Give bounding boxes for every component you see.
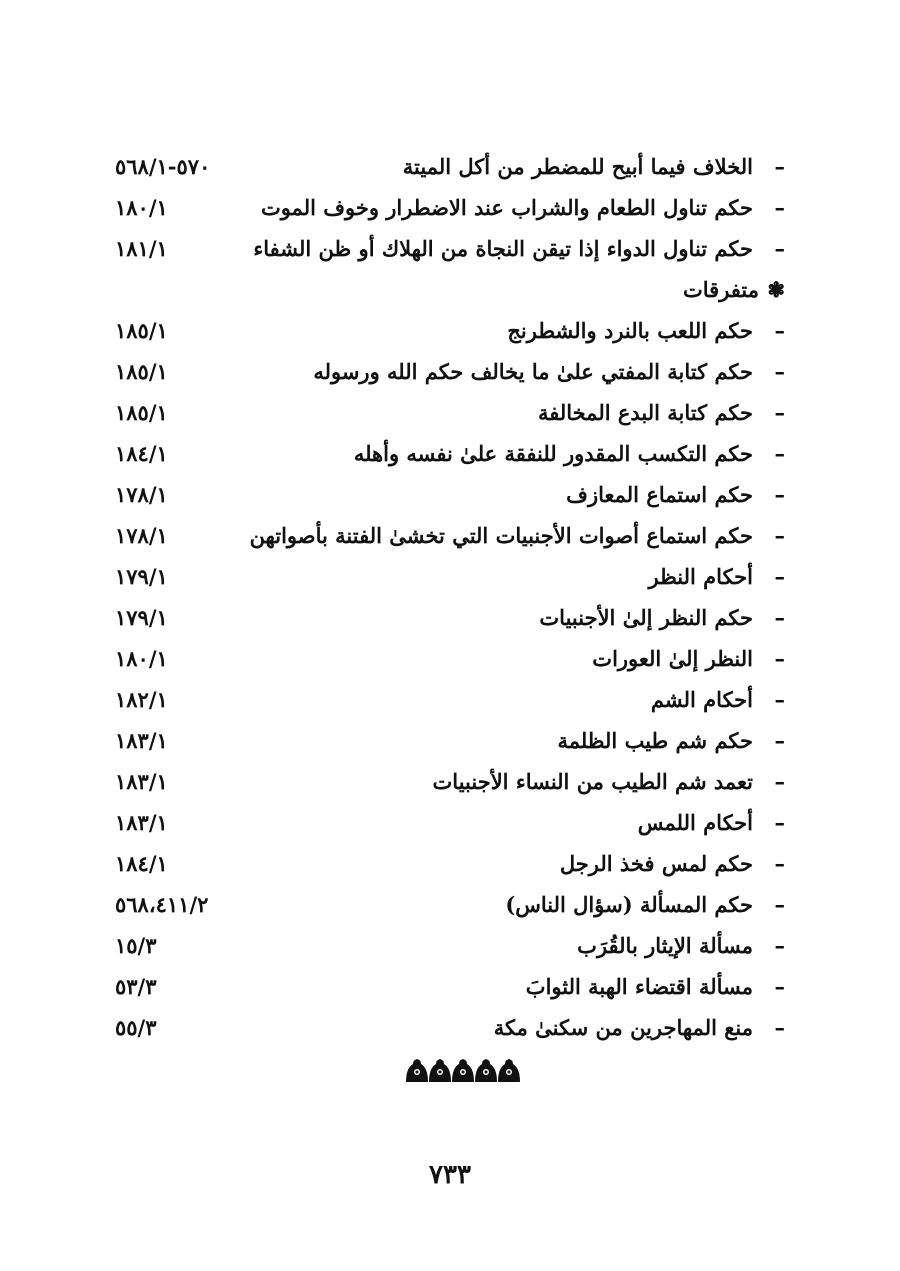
entry-title: النظر إلىٰ العورات (592, 646, 753, 671)
entry-reference: ١٧٩/١ (115, 564, 168, 589)
entry-title: تعمد شم الطيب من النساء الأجنبيات (432, 769, 753, 794)
entry-title: الخلاف فيما أبيح للمضطر من أكل الميتة (402, 154, 753, 179)
entry-reference: ١٧٩/١ (115, 605, 168, 630)
index-entry (115, 597, 785, 638)
index-entry (115, 474, 785, 515)
entry-title: حكم التكسب المقدور للنفقة علىٰ نفسه وأهله (353, 441, 753, 466)
dash-bullet: – (774, 400, 785, 425)
entry-reference: ١٨٣/١ (115, 728, 168, 753)
index-entry (115, 802, 785, 843)
index-entry (115, 556, 785, 597)
entry-reference: ١٧٨/١ (115, 482, 168, 507)
entry-title: حكم شم طيب الظلمة (557, 728, 753, 753)
index-entry (115, 310, 785, 351)
entry-title: مسألة اقتضاء الهبة الثوابَ (525, 974, 753, 999)
entry-title: حكم كتابة المفتي علىٰ ما يخالف حكم الله ورسوله (313, 359, 753, 384)
index-entry (115, 638, 785, 679)
dash-bullet: – (774, 974, 785, 999)
entry-reference: ١٧٨/١ (115, 523, 168, 548)
entry-title: أحكام اللمس (637, 810, 753, 835)
entry-reference: ١٨٠/١ (115, 646, 168, 671)
entry-reference: ١٨٥/١ (115, 400, 168, 425)
entry-reference: ١٨٥/١ (115, 359, 168, 384)
section-heading-text: متفرقات (682, 277, 759, 302)
entry-title: حكم كتابة البدع المخالفة (537, 400, 753, 425)
dash-bullet: – (774, 605, 785, 630)
index-entry (115, 515, 785, 556)
index-entry (115, 679, 785, 720)
dash-bullet: – (774, 482, 785, 507)
entry-title: منع المهاجرين من سكنىٰ مكة (493, 1015, 753, 1040)
index-entry (115, 884, 785, 925)
entry-title: حكم النظر إلىٰ الأجنبيات (539, 605, 753, 630)
entry-reference: ٥٦٨،٤١١/٢ (115, 892, 209, 917)
entry-title: حكم تناول الطعام والشراب عند الاضطرار وخوف الموت (260, 195, 753, 220)
entry-reference: ١٨٤/١ (115, 851, 168, 876)
index-entry (115, 761, 785, 802)
dash-bullet: – (774, 236, 785, 261)
entry-title: حكم تناول الدواء إذا تيقن النجاة من الهلاك أو ظن الشفاء (253, 236, 753, 261)
star-bullet-icon: ❃ (767, 277, 785, 302)
index-list (115, 146, 785, 1048)
dash-bullet: – (774, 195, 785, 220)
entry-reference: ١٥/٣ (115, 933, 157, 958)
dash-bullet: – (774, 564, 785, 589)
dash-bullet: – (774, 687, 785, 712)
entry-reference: ١٨٢/١ (115, 687, 168, 712)
dash-bullet: – (774, 933, 785, 958)
dash-bullet: – (774, 810, 785, 835)
dash-bullet: – (774, 851, 785, 876)
entry-reference: ١٨٣/١ (115, 810, 168, 835)
entry-reference: ٥٧٠-٥٦٨/١ (115, 154, 211, 179)
entry-reference: ١٨٠/١ (115, 195, 168, 220)
dash-bullet: – (774, 154, 785, 179)
entry-title: حكم استماع أصوات الأجنبيات التي تخشىٰ الفتنة بأصواتهن (249, 523, 753, 548)
entry-title: حكم استماع المعازف (566, 482, 753, 507)
index-entry (115, 228, 785, 269)
dash-bullet: – (774, 523, 785, 548)
dash-bullet: – (774, 728, 785, 753)
entry-title: حكم المسألة (سؤال الناس) (505, 892, 753, 917)
index-entry (115, 392, 785, 433)
dash-bullet: – (774, 892, 785, 917)
entry-title: أحكام النظر (648, 564, 753, 589)
index-entry (115, 146, 785, 187)
index-entry (115, 187, 785, 228)
entry-reference: ١٨١/١ (115, 236, 168, 261)
entry-reference: ٥٣/٣ (115, 974, 157, 999)
entry-reference: ١٨٤/١ (115, 441, 168, 466)
dash-bullet: – (774, 1015, 785, 1040)
entry-reference: ٥٥/٣ (115, 1015, 157, 1040)
dash-bullet: – (774, 769, 785, 794)
dash-bullet: – (774, 646, 785, 671)
page-number: ٧٣٣ (429, 1160, 471, 1190)
dash-bullet: – (774, 441, 785, 466)
entry-title: أحكام الشم (650, 687, 753, 712)
index-entry (115, 925, 785, 966)
entry-title: حكم لمس فخذ الرجل (559, 851, 753, 876)
index-entry (115, 1007, 785, 1048)
dash-bullet: – (774, 359, 785, 384)
entry-title: مسألة الإيثار بالقُرَب (577, 933, 753, 958)
section-heading (115, 269, 785, 310)
index-entry (115, 843, 785, 884)
entry-reference: ١٨٥/١ (115, 318, 168, 343)
index-entry (115, 966, 785, 1007)
index-entry (115, 433, 785, 474)
index-entry (115, 720, 785, 761)
ornament-icon (403, 1058, 521, 1084)
entry-title: حكم اللعب بالنرد والشطرنج (507, 318, 753, 343)
entry-reference: ١٨٣/١ (115, 769, 168, 794)
index-entry (115, 351, 785, 392)
dash-bullet: – (774, 318, 785, 343)
